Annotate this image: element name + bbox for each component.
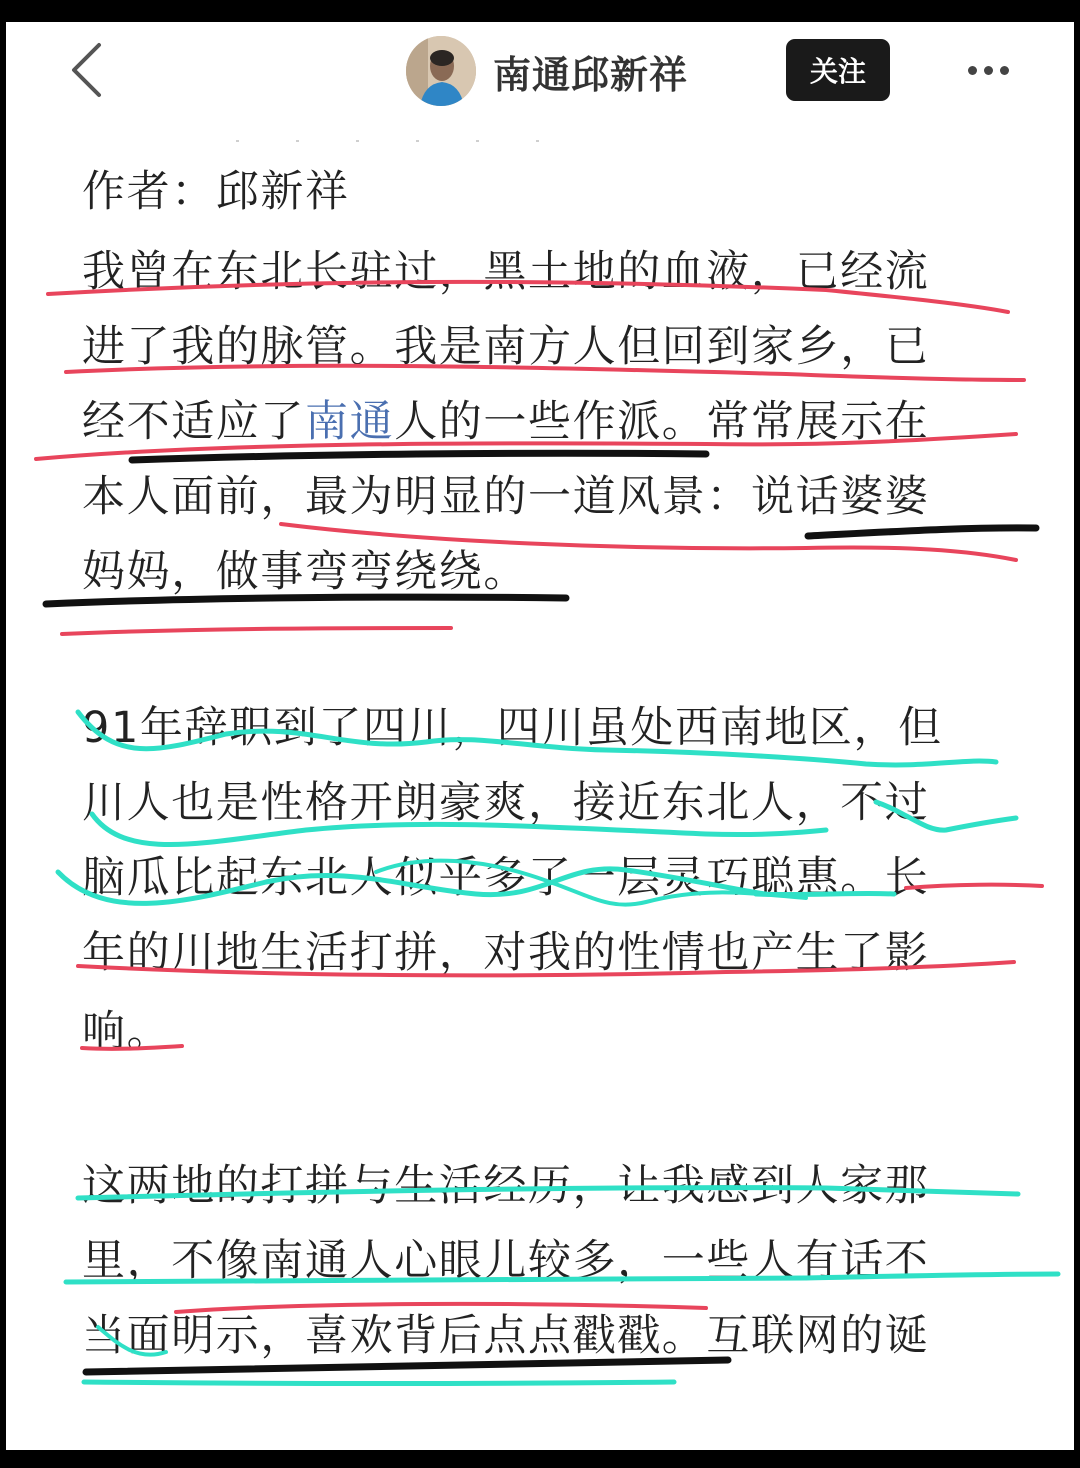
paragraph-text: 人的一些作派。常常展示在 — [394, 397, 930, 447]
paragraph-line: 91年辞职到了四川，四川虽处西南地区，但 — [82, 703, 943, 753]
paragraph-line: 里，不像南通人心眼儿较多，一些人有话不 — [82, 1236, 930, 1286]
paragraph-line: 川人也是性格开朗豪爽，接近东北人，不过 — [82, 778, 930, 828]
paragraph-line: 当面明示，喜欢背后点点戳戳。互联网的诞 — [82, 1311, 930, 1361]
paragraph-line: 本人面前，最为明显的一道风景：说话婆婆 — [82, 472, 930, 522]
screenshot-frame — [6, 22, 1074, 1450]
paragraph-text: 经不适应了 — [82, 397, 305, 447]
byline: 作者：邱新祥 — [82, 167, 350, 217]
author-name[interactable]: 南通邱新祥 — [493, 53, 689, 97]
paragraph-line: 脑瓜比起东北人似乎多了一层灵巧聪惠。长 — [82, 853, 930, 903]
article-body — [6, 22, 1074, 1450]
paragraph-line: 我曾在东北长驻过，黑土地的血液，已经流 — [82, 247, 930, 297]
paragraph-line: 妈妈，做事弯弯绕绕。 — [82, 547, 528, 597]
paragraph-line: 响。 — [82, 1007, 172, 1057]
follow-button[interactable]: 关注 — [786, 39, 890, 101]
paragraph-line — [82, 394, 1002, 450]
place-link[interactable]: 南通 — [305, 397, 395, 447]
paragraph-line: 这两地的打拼与生活经历，让我感到人家那 — [82, 1161, 930, 1211]
paragraph-line: 进了我的脉管。我是南方人但回到家乡，已 — [82, 322, 930, 372]
paragraph-line: 年的川地生活打拼，对我的性情也产生了影 — [82, 928, 930, 978]
